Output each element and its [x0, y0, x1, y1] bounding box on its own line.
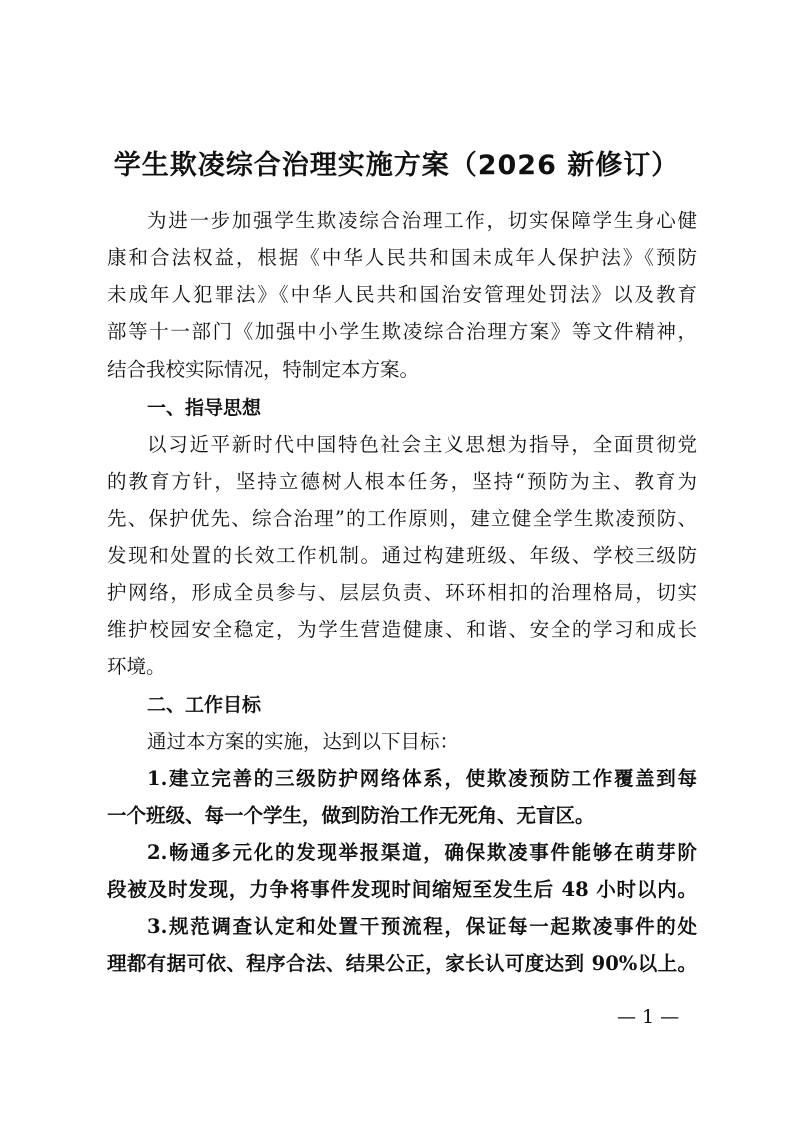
body-line: 未成年人犯罪法》《中华人民共和国治安管理处罚法》以及教育 — [107, 283, 697, 306]
goal-line: 1.建立完善的三级防护网络体系，使欺凌预防工作覆盖到每 — [147, 767, 697, 790]
goal-line: 段被及时发现，力争将事件发现时间缩短至发生后 48 小时以内。 — [107, 878, 697, 901]
section-heading: 二、工作目标 — [147, 694, 262, 716]
body-line: 部等十一部门《加强中小学生欺凌综合治理方案》等文件精神， — [107, 320, 697, 343]
section-heading: 一、指导思想 — [147, 397, 262, 419]
body-line: 为进一步加强学生欺凌综合治理工作，切实保障学生身心健 — [147, 209, 697, 232]
body-line: 的教育方针，坚持立德树人根本任务，坚持“预防为主、教育为 — [107, 470, 697, 493]
body-line: 先、保护优先、综合治理”的工作原则，建立健全学生欺凌预防、 — [107, 507, 697, 530]
document-title: 学生欺凌综合治理实施方案（2026 新修订） — [113, 150, 680, 181]
body-line: 环境。 — [107, 655, 166, 678]
body-line: 结合我校实际情况，特制定本方案。 — [107, 358, 420, 381]
goal-line: 一个班级、每一个学生，做到防治工作无死角、无盲区。 — [107, 804, 595, 827]
body-line: 以习近平新时代中国特色社会主义思想为指导，全面贯彻党 — [147, 433, 697, 456]
goal-line: 3.规范调查认定和处置干预流程，保证每一起欺凌事件的处 — [147, 915, 697, 938]
body-line: 维护校园安全稳定，为学生营造健康、和谐、安全的学习和成长 — [107, 618, 697, 641]
body-line: 通过本方案的实施，达到以下目标： — [147, 730, 460, 753]
body-line: 护网络，形成全员参与、层层负责、环环相扣的治理格局，切实 — [107, 581, 697, 604]
page-number: — 1 — — [617, 1006, 680, 1028]
body-line: 发现和处置的长效工作机制。通过构建班级、年级、学校三级防 — [107, 544, 697, 567]
goal-line: 理都有据可依、程序合法、结果公正，家长认可度达到 90%以上。 — [107, 952, 697, 975]
body-line: 康和合法权益，根据《中华人民共和国未成年人保护法》《预防 — [107, 246, 697, 269]
goal-line: 2.畅通多元化的发现举报渠道，确保欺凌事件能够在萌芽阶 — [147, 841, 697, 864]
